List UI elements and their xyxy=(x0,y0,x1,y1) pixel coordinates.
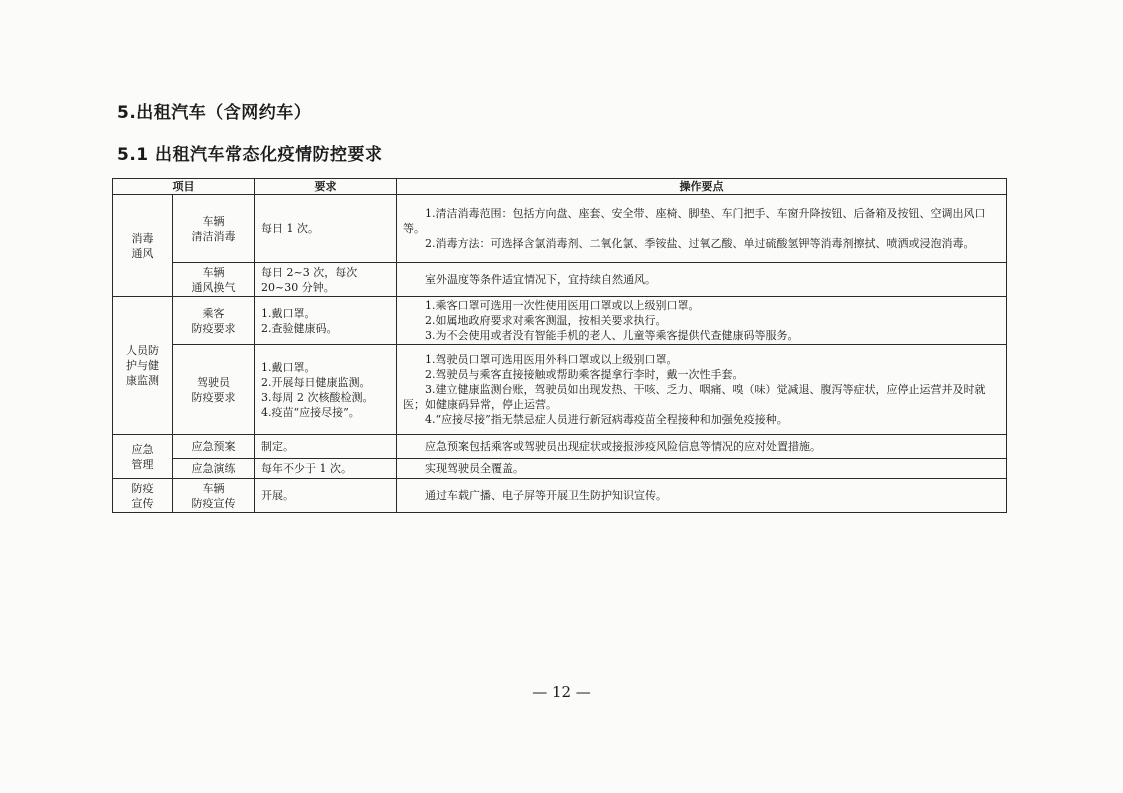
sub-item-cell: 车辆 防疫宣传 xyxy=(173,479,255,513)
points-cell: 1.驾驶员口罩可选用医用外科口罩或以上级别口罩。 2.驾驶员与乘客直接接触或帮助乘客提拿行李时，戴一次性手套。 3.建立健康监测台账，驾驶员如出现发热、干咳、乏力、咽痛、嗅（味）觉减退、腹泻等症状，应停止运营并及时就医；如健康码异常，停止运营。 4.“应接尽接”指无禁忌症人员进行新冠病毒疫苗全程接种和加强免疫接种。 xyxy=(397,345,1007,435)
page-number: — 12 — xyxy=(532,683,591,701)
table-header-row xyxy=(113,179,1007,195)
table-row xyxy=(113,345,1007,435)
table-row xyxy=(113,435,1007,459)
table-row xyxy=(113,459,1007,479)
points-cell: 实现驾驶员全覆盖。 xyxy=(397,459,1007,479)
sub-item-cell: 车辆 清洁消毒 xyxy=(173,195,255,263)
points-cell: 应急预案包括乘客或驾驶员出现症状或接报涉疫风险信息等情况的应对处置措施。 xyxy=(397,435,1007,459)
requirement-cell: 每日 1 次。 xyxy=(255,195,397,263)
requirement-cell: 1.戴口罩。 2.开展每日健康监测。 3.每周 2 次核酸检测。 4.疫苗“应接尽接”。 xyxy=(255,345,397,435)
points-cell: 通过车载广播、电子屏等开展卫生防护知识宣传。 xyxy=(397,479,1007,513)
points-cell: 室外温度等条件适宜情况下，宜持续自然通风。 xyxy=(397,263,1007,297)
header-item: 项目 xyxy=(113,179,255,195)
points-cell: 1.乘客口罩可选用一次性使用医用口罩或以上级别口罩。 2.如属地政府要求对乘客测温，按相关要求执行。 3.为不会使用或者没有智能手机的老人、儿童等乘客提供代查健康码等服务。 xyxy=(397,297,1007,345)
points-cell: 1.清洁消毒范围：包括方向盘、座套、安全带、座椅、脚垫、车门把手、车窗升降按钮、后备箱及按钮、空调出风口等。 2.消毒方法：可选择含氯消毒剂、二氧化氯、季铵盐、过氧乙酸、单过硫酸氢钾等消毒剂擦拭、喷洒或浸泡消毒。 xyxy=(397,195,1007,263)
sub-item-cell: 乘客 防疫要求 xyxy=(173,297,255,345)
requirement-cell: 每年不少于 1 次。 xyxy=(255,459,397,479)
sub-item-cell: 车辆 通风换气 xyxy=(173,263,255,297)
header-points: 操作要点 xyxy=(397,179,1007,195)
group-label-protection: 人员防 护与健 康监测 xyxy=(113,297,173,435)
section-heading: 5.出租汽车（含网约车） xyxy=(117,103,312,123)
requirements-table xyxy=(112,178,1007,513)
group-label-emergency: 应急 管理 xyxy=(113,435,173,479)
table-row xyxy=(113,195,1007,263)
table-row xyxy=(113,297,1007,345)
group-label-publicity: 防疫 宣传 xyxy=(113,479,173,513)
subsection-heading: 5.1 出租汽车常态化疫情防控要求 xyxy=(117,145,383,165)
sub-item-cell: 应急预案 xyxy=(173,435,255,459)
header-requirement: 要求 xyxy=(255,179,397,195)
sub-item-cell: 应急演练 xyxy=(173,459,255,479)
requirement-cell: 制定。 xyxy=(255,435,397,459)
group-label-disinfect: 消毒 通风 xyxy=(113,195,173,297)
requirement-cell: 开展。 xyxy=(255,479,397,513)
sub-item-cell: 驾驶员 防疫要求 xyxy=(173,345,255,435)
requirement-cell: 1.戴口罩。 2.查验健康码。 xyxy=(255,297,397,345)
requirement-cell: 每日 2~3 次，每次 20~30 分钟。 xyxy=(255,263,397,297)
table-row xyxy=(113,479,1007,513)
table-row xyxy=(113,263,1007,297)
